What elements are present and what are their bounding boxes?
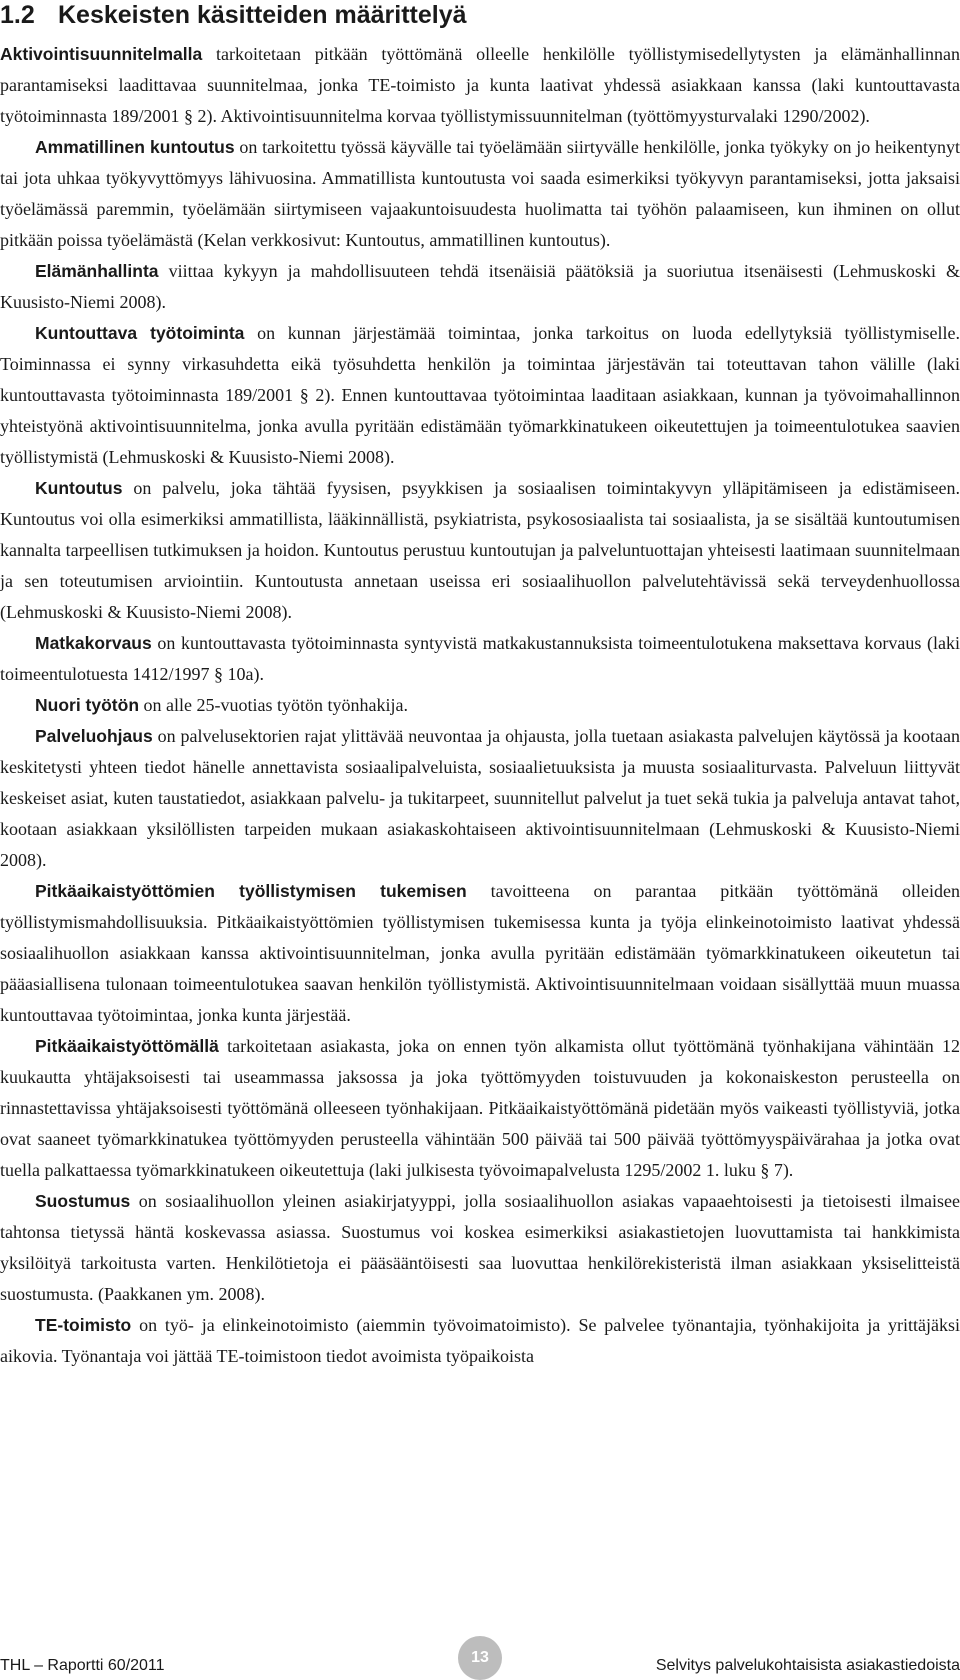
definition-paragraph (0, 721, 960, 876)
definition-term: Pitkäaikaistyöttömällä (35, 1036, 219, 1056)
definition-paragraph (0, 876, 960, 1031)
definition-text: viittaa kykyyn ja mahdollisuuteen tehdä itsenäisiä päätöksiä ja suoriutua itsenäisesti (Lehmuskoski & Kuusisto-Niemi 2008). (0, 261, 960, 312)
definition-text: on työ- ja elinkeinotoimisto (aiemmin työvoimatoimisto). Se palvelee työnantajia, työnhakijoita ja yrittäjäksi aikovia. Työnantaja voi jättää TE-toimistoon tiedot avoimista työpaikoista (0, 1315, 960, 1366)
definition-paragraph (0, 1310, 960, 1372)
definition-text: on kuntouttavasta työtoiminnasta syntyvistä matkakustannuksista toimeentulotukena maksettava korvaus (laki toimeentulotuesta 1412/1997 § 10a). (0, 633, 960, 684)
definition-term: Pitkäaikaistyöttömien työllistymisen tukemisen (35, 881, 467, 901)
definition-paragraph (0, 318, 960, 473)
footer-publication: THL – Raportti 60/2011 (0, 1657, 165, 1674)
definition-term: Nuori työtön (35, 695, 140, 715)
definition-text: on palvelusektorien rajat ylittävää neuvontaa ja ohjausta, jolla tuetaan asiakasta palvelujen käytössä ja kootaan keskitetysti yhteen tiedot hänelle annettavista sosiaalipalveluista, sosiaalietuuksista ja muusta sosiaaliturvasta. Palveluun liittyvät keskeiset asiat, kuten taustatiedot, asiakkaan palvelu- ja tukitarpeet, suunnitellut palvelut ja tuet sekä tukia ja palveluja antavat tahot, kootaan asiakkaan yksilöllisten tarpeiden mukaan asiakaskohtaiseen aktivointisuunnitelmaan (Lehmuskoski & Kuusisto-Niemi 2008). (0, 726, 960, 870)
definition-text: on kunnan järjestämää toimintaa, jonka tarkoitus on luoda edellytyksiä työllistymiselle. Toiminnassa ei synny virkasuhdetta eikä työsuhdetta henkilön ja toimintaa järjestävän tai toteuttavan tahon välille (laki kuntouttavasta työtoiminnasta 189/2001 § 2). Ennen kuntouttavaa työtoimintaa laaditaan asiakkaan, kunnan ja työvoimahallinnon yhteistyönä aktivointisuunnitelma, jonka avulla pyritään edistämään työmarkkinatukeen oikeutettujen ja toimeentulotukea saavien työllistymistä (Lehmuskoski & Kuusisto-Niemi 2008). (0, 323, 960, 467)
definition-text: on sosiaalihuollon yleinen asiakirjatyyppi, jolla sosiaalihuollon asiakas vapaaehtoisesti ja tietoisesti ilmaisee tahtonsa tietyssä häntä koskevassa asiassa. Suostumus voi koskea esimerkiksi asiakastietojen luovuttamista tai hankkimista yksilöityä tarkoitusta varten. Henkilötietoja ei pääsääntöisesti saa luovuttaa henkilörekisteristä ilman asiakkaan yksiselitteistä suostumusta. (Paakkanen ym. 2008). (0, 1191, 960, 1304)
definition-text: on alle 25-vuotias työtön työnhakija. (143, 695, 408, 715)
definition-term: Kuntoutus (35, 478, 123, 498)
section-heading (0, 0, 960, 30)
section-title: Keskeisten käsitteiden määrittelyä (58, 1, 467, 29)
definition-paragraph (0, 256, 960, 318)
definition-term: TE-toimisto (35, 1315, 132, 1335)
definition-text: tavoitteena on parantaa pitkään työttömänä olleiden työllistymismahdollisuuksia. Pitkäaikaistyöttömien työllistymisen tukemisessa kunta ja työja elinkeinotoimisto laativat yhdessä sosiaalihuollon asiakkaan kanssa aktivointisuunnitelman, jonka avulla pyritään edistämään työmarkkinatukeen oikeutetun tai pääasiallisena tulonaan toimeentulotukea saavan henkilön työllistymistä. Aktivointisuunnitelmaan voidaan sisällyttää muun muassa kuntouttavaa työtoimintaa, jonka kunta järjestää. (0, 881, 960, 1025)
definition-term: Ammatillinen kuntoutus (35, 137, 235, 157)
section-number: 1.2 (0, 1, 35, 29)
definition-term: Aktivointisuunnitelmalla (0, 44, 203, 64)
definition-text: on palvelu, joka tähtää fyysisen, psyykkisen ja sosiaalisen toimintakyvyn ylläpitämiseen ja edistämiseen. Kuntoutus voi olla esimerkiksi ammatillista, lääkinnällistä, psykiatrista, psykososiaalista tai sosiaalista, ja se sisältää kuntoutumisen kannalta tarpeellisen tutkimuksen ja hoidon. Kuntoutus perustuu kuntoutujan ja palveluntuottajan yhteisesti laatimaan suunnitelmaan ja sen toteutumisen arviointiin. Kuntoutusta annetaan useissa eri sosiaalihuollon palvelutehtävissä sekä terveydenhuollossa (Lehmuskoski & Kuusisto-Niemi 2008). (0, 478, 960, 622)
definition-term: Matkakorvaus (35, 633, 152, 653)
definition-paragraph (0, 132, 960, 256)
definition-text: tarkoitetaan asiakasta, joka on ennen työn alkamista ollut työttömänä työnhakijana vähintään 12 kuukautta yhtäjaksoisesti tai useammassa jaksossa ja joka työttömyyden toistuvuuden ja kokonaiskeston perusteella on rinnastettavissa yhtäjaksoisesti työttömänä olleeseen työnhakijaan. Pitkäaikaistyöttömänä pidetään myös vaikeasti työllistyviä, jotka ovat saaneet työmarkkinatukea työttömyyden perusteella vähintään 500 päivää tai 500 päivää työttömyyspäivärahaa ja jotka ovat tuella palkattaessa työmarkkinatukeen oikeutettuja (laki julkisesta työvoimapalvelusta 1295/2002 1. luku § 7). (0, 1036, 960, 1180)
definition-term: Kuntouttava työtoiminta (35, 323, 245, 343)
definition-paragraph (0, 628, 960, 690)
definition-text: on tarkoitettu työssä käyvälle tai työelämään siirtyvälle henkilölle, jonka työkyky on jo heikentynyt tai jota uhkaa työkyvyttömyys lähivuosina. Ammatillista kuntoutusta voi saada esimerkiksi työkyvyn parantamiseksi, jotta jaksaisi työelämässä paremmin, työelämään siirtymiseen vajaakuntoisuudesta huolimatta tai työhön palaamiseen, kun ihminen on ollut pitkään poissa työelämästä (Kelan verkkosivut: Kuntoutus, ammatillinen kuntoutus). (0, 137, 960, 250)
page-footer (0, 1636, 960, 1676)
definition-term: Elämänhallinta (35, 261, 159, 281)
page-number-badge: 13 (458, 1636, 502, 1680)
body-text (0, 39, 960, 1372)
definition-term: Palveluohjaus (35, 726, 153, 746)
definition-paragraph (0, 39, 960, 132)
definition-text: tarkoitetaan pitkään työttömänä olleelle henkilölle työllistymisedellytysten ja elämänhallinnan parantamiseksi laadittavaa suunnitelmaa, jonka TE-toimisto ja kunta laativat yhdessä asiakkaan kanssa (laki kuntouttavasta työtoiminnasta 189/2001 § 2). Aktivointisuunnitelma korvaa työllistymissuunnitelman (työttömyysturvalaki 1290/2002). (0, 44, 960, 126)
definition-paragraph (0, 473, 960, 628)
definition-paragraph (0, 1031, 960, 1186)
definition-term: Suostumus (35, 1191, 131, 1211)
footer-report-title: Selvitys palvelukohtaisista asiakastiedoista (655, 1657, 960, 1674)
definition-paragraph (0, 690, 960, 721)
definition-paragraph (0, 1186, 960, 1310)
